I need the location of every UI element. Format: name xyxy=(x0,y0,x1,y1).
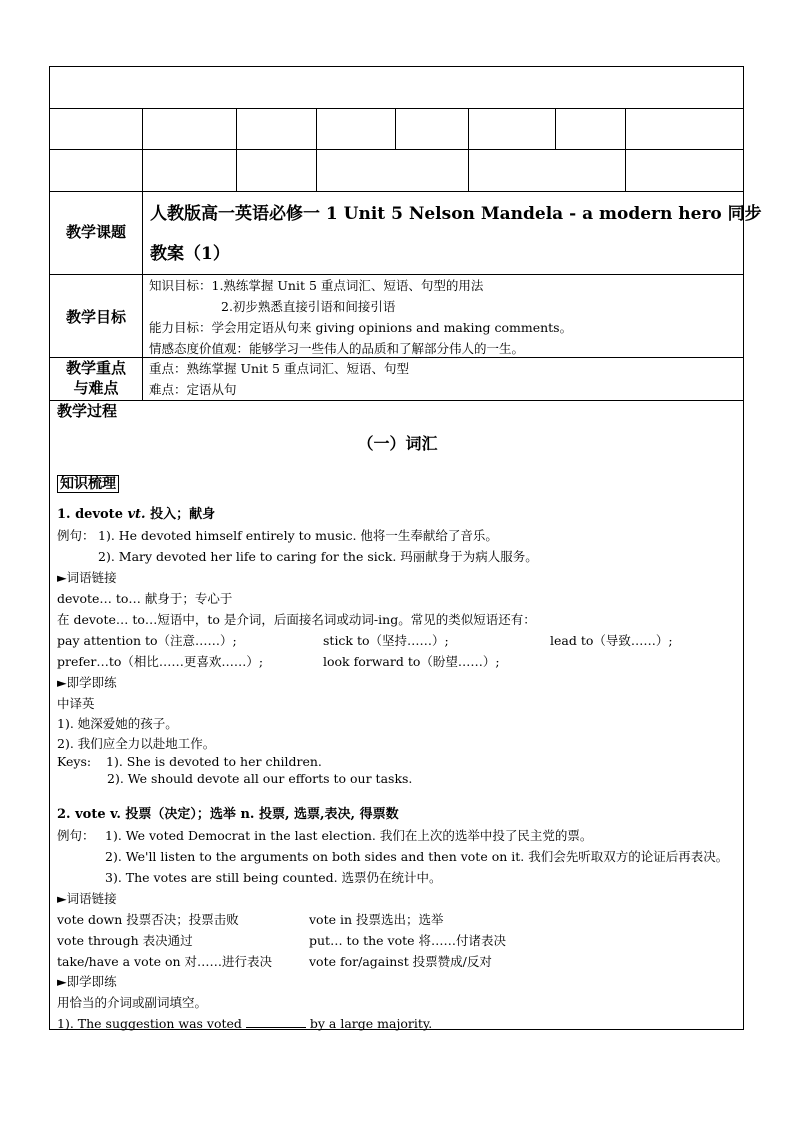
lesson-plan-page xyxy=(49,66,762,1031)
item2-example-label: 例句： xyxy=(57,828,95,843)
item2-phrase-3: vote through 表决通过 xyxy=(57,933,193,948)
item2-heading: 2. vote v. 投票（决定）；选举 n. 投票, 选票,表决, 得票数 xyxy=(57,807,399,822)
item2-question-1-tail: by a large majority. xyxy=(305,1016,433,1031)
goals-label: 教学目标 xyxy=(65,308,126,326)
topic-title-line1: 人教版高一英语必修一 1 Unit 5 Nelson Mandela - a modern hero 同步 xyxy=(150,204,762,224)
goal-ability: 能力目标：学会用定语从句来 giving opinions and making comments。 xyxy=(149,320,573,335)
cell-divider xyxy=(468,149,469,191)
item1-note: 在 devote… to…短语中，to 是介词，后面接名词或动词-ing。常见的类似短语还有： xyxy=(57,612,536,627)
item2-phrase-5: take/have a vote on 对……进行表决 xyxy=(57,954,273,969)
item2-example-1: 1). We voted Democrat in the last election. 我们在上次的选举中投了民主党的票。 xyxy=(105,828,593,843)
cell-divider xyxy=(316,108,317,149)
cell-divider xyxy=(142,149,143,191)
item2-example-3: 3). The votes are still being counted. 选票仍在统计中。 xyxy=(105,870,442,885)
item1-phrase: devote… to… 献身于；专心于 xyxy=(57,591,233,606)
item2-phrase-1: vote down 投票否决；投票击败 xyxy=(57,912,239,927)
item1-phrase-4: prefer…to（相比……更喜欢……）; xyxy=(57,654,264,669)
item2-practice-sub: 用恰当的介词或副词填空。 xyxy=(57,995,208,1010)
knowledge-summary-box xyxy=(57,475,119,493)
goal-attitude: 情感态度价值观：能够学习一些伟人的品质和了解部分伟人的一生。 xyxy=(149,341,525,356)
cell-divider xyxy=(625,149,626,191)
topic-label: 教学课题 xyxy=(65,223,126,241)
item2-example-2: 2). We'll listen to the arguments on both sides and then vote on it. 我们会先听取双方的论证后再表决。 xyxy=(105,849,729,864)
item2-phrase-4: put… to the vote 将……付诸表决 xyxy=(309,933,506,948)
item1-practice-sub: 中译英 xyxy=(57,696,95,711)
row-divider xyxy=(50,357,743,358)
item1-example-2: 2). Mary devoted her life to caring for the sick. 玛丽献身于为病人服务。 xyxy=(98,549,538,564)
cell-divider xyxy=(316,149,317,191)
item2-question-1 xyxy=(57,1015,432,1032)
item1-question-1: 1). 她深爱她的孩子。 xyxy=(57,716,178,731)
cell-divider xyxy=(468,108,469,149)
item1-heading xyxy=(57,507,215,523)
item1-example-1: 1). He devoted himself entirely to music. 他将一生奉献给了音乐。 xyxy=(98,528,498,543)
item2-phrase-6: vote for/against 投票赞成/反对 xyxy=(309,954,492,969)
item1-link-heading: ►词语链接 xyxy=(57,570,117,585)
item1-question-2: 2). 我们应全力以赴地工作。 xyxy=(57,736,216,751)
item1-phrase-2: stick to（坚持……）; xyxy=(323,633,449,648)
answer-blank[interactable] xyxy=(246,1015,306,1028)
item1-meaning: 投入；献身 xyxy=(145,507,216,522)
goal-knowledge-2: 2.初步熟悉直接引语和间接引语 xyxy=(221,299,396,314)
topic-title-line2: 教案（1） xyxy=(150,244,230,264)
process-heading: 教学过程 xyxy=(57,402,118,420)
knowledge-summary-label: 知识梳理 xyxy=(57,475,119,493)
item1-phrase-5: look forward to（盼望……）; xyxy=(323,654,500,669)
item1-practice-heading: ►即学即练 xyxy=(57,675,117,690)
label-column-divider xyxy=(142,191,143,400)
item1-pos: vt. xyxy=(127,507,146,522)
focus-key-point: 重点：熟练掌握 Unit 5 重点词汇、短语、句型 xyxy=(149,361,409,376)
row-divider xyxy=(50,108,743,109)
item1-phrase-3: lead to（导致……）; xyxy=(550,633,673,648)
item2-practice-heading: ►即学即练 xyxy=(57,974,117,989)
item1-key-2: 2). We should devote all our efforts to our tasks. xyxy=(107,771,413,786)
row-divider xyxy=(50,400,743,401)
item1-word: 1. devote xyxy=(57,507,128,522)
cell-divider xyxy=(236,149,237,191)
item2-phrase-2: vote in 投票选出；选举 xyxy=(309,912,444,927)
goal-knowledge: 知识目标：1.熟练掌握 Unit 5 重点词汇、短语、句型的用法 xyxy=(149,278,484,293)
item2-question-1-text: 1). The suggestion was voted xyxy=(57,1016,246,1031)
focus-label-2: 与难点 xyxy=(73,379,119,397)
item1-example-label: 例句： xyxy=(57,528,95,543)
item1-phrase-1: pay attention to（注意……）; xyxy=(57,633,237,648)
cell-divider xyxy=(236,108,237,149)
cell-divider xyxy=(142,108,143,149)
cell-divider xyxy=(625,108,626,149)
row-divider xyxy=(50,191,743,192)
row-divider xyxy=(50,274,743,275)
item2-link-heading: ►词语链接 xyxy=(57,891,117,906)
section-title: （一）词汇 xyxy=(357,434,438,453)
item1-keys-label: Keys: xyxy=(57,754,92,769)
item1-key-1: 1). She is devoted to her children. xyxy=(106,754,322,769)
cell-divider xyxy=(555,108,556,149)
focus-label-1: 教学重点 xyxy=(65,359,126,377)
focus-difficulty: 难点：定语从句 xyxy=(149,382,237,397)
row-divider xyxy=(50,149,743,150)
cell-divider xyxy=(395,108,396,149)
